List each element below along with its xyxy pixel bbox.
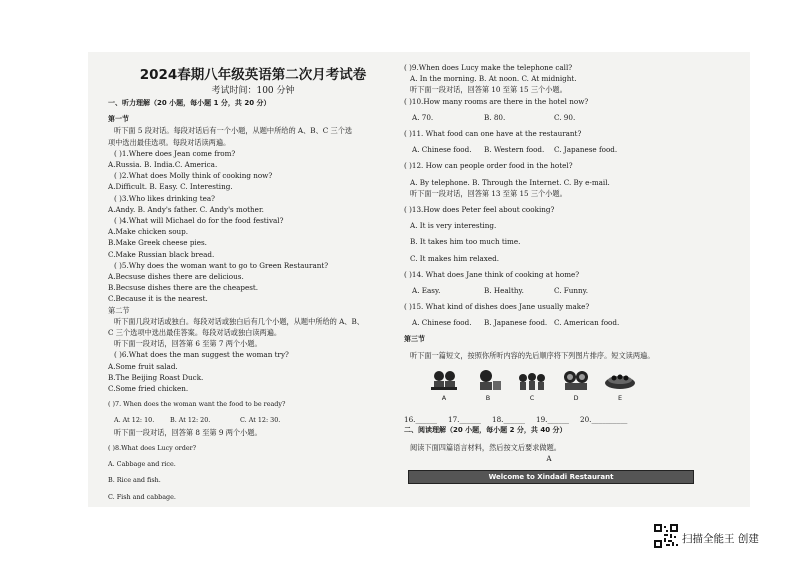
question-7: ( )7. When does the woman want the food to be ready?	[108, 400, 286, 409]
question-10-option-b: B. 80.	[484, 112, 506, 122]
question-7-option-c: C. At 12: 30.	[240, 416, 281, 425]
picture-c-label: C	[529, 394, 535, 403]
picture-d	[554, 369, 598, 404]
page-title: 2024春期八年级英语第二次月考试卷	[139, 67, 367, 83]
question-7-option-a: A. At 12: 10.	[114, 416, 155, 425]
question-11: ( )11. What food can one have at the restaurant?	[404, 129, 582, 139]
passage-title-banner: Welcome to Xindadi Restaurant	[408, 470, 694, 484]
question-9: ( )9.When does Lucy make the telephone call?	[404, 63, 573, 72]
qr-code-icon	[654, 524, 678, 548]
question-15-option-c: C. American food.	[554, 318, 620, 328]
intro-10-12: 听下面一段对话，回答第 10 至第 15 三个小题。	[410, 85, 567, 95]
question-13: ( )13.How does Peter feel about cooking?	[404, 205, 555, 215]
section3-heading: 第三节	[404, 334, 425, 343]
exam-time: 考试时间：100 分钟	[211, 86, 295, 96]
blank-19[interactable]: 19.______	[536, 415, 569, 425]
cartoon-icon-a	[429, 369, 459, 391]
question-12: ( )12. How can people order food in the hotel?	[404, 161, 573, 171]
question-4-option-b: B.Make Greek cheese pies.	[108, 238, 207, 248]
question-6: ( )6.What does the man suggest the woman try?	[114, 350, 289, 360]
question-15: ( )15. What kind of dishes does Jane usually make?	[404, 302, 590, 312]
section3-instructions: 听下面一篇短文，按照你所听内容的先后顺序将下列图片排序。短文读两遍。	[410, 350, 655, 360]
question-5-option-c: C.Because it is the nearest.	[108, 294, 208, 304]
section2-intro-6-7: 听下面一段对话，回答第 6 至第 7 两个小题。	[114, 339, 262, 349]
question-10: ( )10.How many rooms are there in the hotel now?	[404, 96, 589, 106]
section2-intro-8-9: 听下面一段对话，回答第 8 至第 9 两个小题。	[114, 427, 262, 437]
question-1-options: A.Russia. B. India.C. America.	[108, 160, 218, 170]
question-14-option-a: A. Easy.	[412, 286, 441, 296]
question-3: ( )3.Who likes drinking tea?	[114, 193, 215, 203]
question-7-option-b: B. At 12: 20.	[170, 416, 211, 425]
question-4-option-c: C.Make Russian black bread.	[108, 249, 215, 259]
left-column	[108, 62, 398, 503]
right-column	[404, 62, 744, 484]
picture-a	[422, 369, 466, 404]
question-15-option-b: B. Japanese food.	[484, 318, 548, 328]
question-14: ( )14. What does Jane think of cooking at home?	[404, 269, 580, 279]
question-14-option-b: B. Healthy.	[484, 286, 524, 296]
cartoon-icon-d	[561, 369, 591, 391]
question-10-option-c: C. 90.	[554, 112, 576, 122]
picture-c	[510, 369, 554, 404]
section1-instructions-cont: 项中选出最佳选项。每段对话读两遍。	[108, 137, 231, 147]
picture-d-label: D	[573, 394, 579, 403]
question-5-option-b: B.Becsuse dishes there are the cheapest.	[108, 283, 259, 293]
question-11-options	[404, 144, 744, 155]
question-6-option-b: B.The Beijing Roast Duck.	[108, 372, 204, 382]
passage-letter: A	[546, 453, 552, 463]
intro-13-15: 听下面一段对话，回答第 13 至第 15 三个小题。	[410, 188, 567, 198]
section1-heading: 第一节	[108, 115, 129, 124]
blank-20[interactable]: 20.__________	[580, 415, 628, 425]
section1-instructions: 听下面 5 段对话。每段对话后有一个小题，从题中所给的 A、B、C 三个选	[114, 126, 353, 136]
question-5-option-a: A.Becsuse dishes there are delicious.	[108, 272, 244, 282]
section2-instructions: 听下面几段对话或独白。每段对话或独白后有几个小题，从题中所给的 A、B、	[114, 316, 364, 326]
picture-e-label: E	[617, 394, 623, 403]
question-6-option-a: A.Some fruit salad.	[108, 361, 178, 371]
question-11-option-a: A. Chinese food.	[412, 145, 472, 155]
question-13-option-b: B. It takes him too much time.	[410, 237, 521, 247]
question-14-option-c: C. Funny.	[554, 286, 589, 296]
question-8: ( )8.What does Lucy order?	[108, 443, 197, 452]
question-10-options	[404, 112, 744, 123]
question-11-option-c: C. Japanese food.	[554, 145, 618, 155]
blank-17[interactable]: 17.______	[448, 415, 481, 425]
question-7-options	[108, 415, 398, 426]
question-4-option-a: A.Make chicken soup.	[108, 227, 189, 237]
question-10-option-a: A. 70.	[412, 112, 434, 122]
question-8-option-c: C. Fish and cabbage.	[108, 492, 176, 501]
question-13-option-c: C. It makes him relaxed.	[410, 253, 500, 263]
section2-heading: 第二节	[108, 305, 130, 315]
question-9-options: A. In the morning. B. At noon. C. At midnight.	[410, 74, 577, 84]
question-2: ( )2.What does Molly think of cooking now?	[114, 171, 273, 181]
part2-instructions: 阅读下面四篇语言材料，然后按文后要求做题。	[410, 442, 561, 452]
question-8-option-a: A. Cabbage and rice.	[108, 460, 176, 469]
question-14-options	[404, 285, 744, 296]
question-5: ( )5.Why does the woman want to go to Green Restaurant?	[114, 260, 329, 270]
cartoon-icon-e	[603, 369, 637, 391]
question-13-option-a: A. It is very interesting.	[410, 221, 497, 231]
picture-e	[598, 369, 642, 404]
part2-heading: 二、阅读理解（20 小题，每小题 2 分，共 40 分）	[404, 426, 567, 435]
question-4: ( )4.What will Michael do for the food festival?	[114, 216, 284, 226]
cartoon-icon-b	[473, 369, 503, 391]
question-12-options: A. By telephone. B. Through the Internet. C. By e-mail.	[410, 177, 610, 187]
question-15-option-a: A. Chinese food.	[412, 318, 472, 328]
section2-instructions-cont: C 三个选项中选出最佳答案。每段对话或独白读两遍。	[108, 328, 282, 338]
blank-16[interactable]: 16.______	[404, 415, 437, 425]
picture-b	[466, 369, 510, 404]
part1-heading: 一、听力理解（20 小题，每小题 1 分，共 20 分）	[108, 99, 271, 107]
cartoon-icon-c	[517, 369, 547, 391]
question-6-option-c: C.Some fried chicken.	[108, 384, 189, 394]
picture-row	[404, 369, 744, 404]
question-3-options: A.Andy. B. Andy's father. C. Andy's mother.	[108, 204, 264, 214]
scanner-brand: 扫描全能王 创建	[682, 533, 759, 545]
answer-blanks	[404, 414, 744, 425]
question-11-option-b: B. Western food.	[484, 145, 545, 155]
picture-a-label: A	[441, 394, 447, 403]
question-1: ( )1.Where does Jean come from?	[114, 148, 236, 158]
blank-18[interactable]: 18.______	[492, 415, 525, 425]
question-2-options: A.Difficult. B. Easy. C. Interesting.	[108, 182, 233, 192]
question-15-options	[404, 317, 744, 328]
picture-b-label: B	[485, 394, 491, 403]
question-8-option-b: B. Rice and fish.	[108, 476, 161, 485]
